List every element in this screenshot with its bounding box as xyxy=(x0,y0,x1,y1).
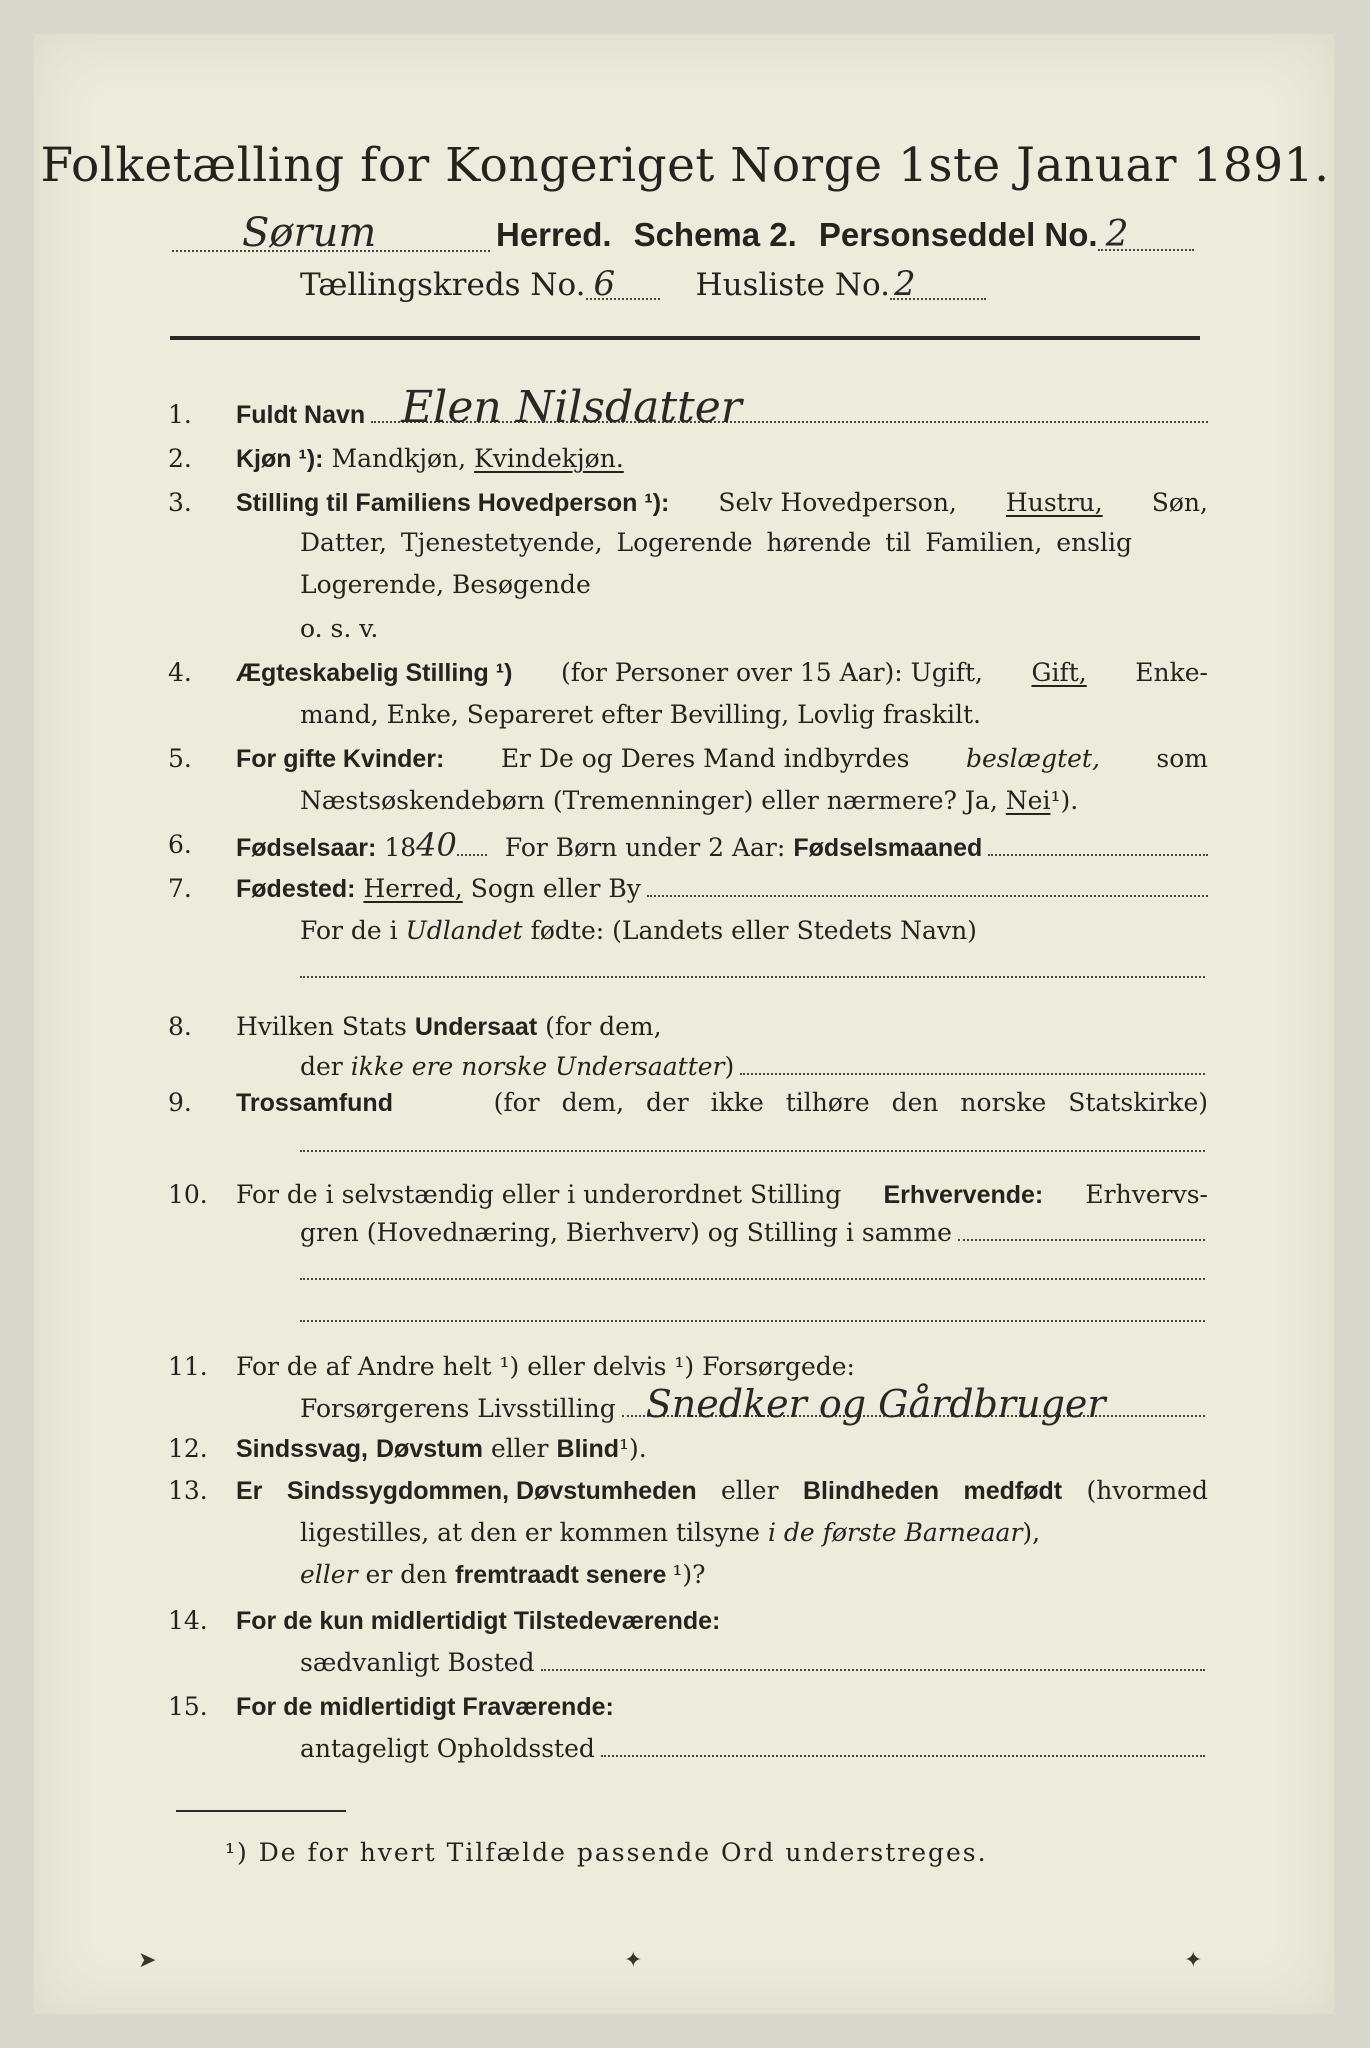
footnote-divider xyxy=(176,1810,346,1812)
birth-year-value: 40 xyxy=(416,826,457,864)
personseddel-number: 2 xyxy=(1105,214,1129,255)
herred-name-handwritten: Sørum xyxy=(242,210,377,256)
kreds-line xyxy=(300,264,986,304)
personseddel-label: Personseddel No. xyxy=(818,216,1098,253)
header-divider xyxy=(170,336,1200,340)
husliste-number: 2 xyxy=(893,264,916,304)
supporter-occupation-value: Snedker og Gårdbruger xyxy=(645,1382,1106,1426)
kreds-number: 6 xyxy=(593,264,616,304)
sex-selected-option: Kvindekjøn. xyxy=(474,444,624,473)
binding-mark-right: ✦ xyxy=(1184,1948,1203,1973)
full-name-value: Elen Nilsdatter xyxy=(401,382,742,433)
form-title: Folketælling for Kongeriget Norge 1ste Januar 1891. xyxy=(40,138,1330,193)
footnote: ¹) De for hvert Tilfælde passende Ord understreges. xyxy=(225,1838,988,1867)
herred-line xyxy=(172,210,1194,256)
full-name-label: Fuldt Navn xyxy=(236,401,366,429)
kinship-selected: Nei xyxy=(1005,786,1051,815)
binding-mark-left: ➤ xyxy=(138,1948,157,1973)
birthplace-selected: Herred, xyxy=(363,874,463,903)
family-position-selected: Hustru, xyxy=(1005,488,1103,517)
herred-label: Herred. xyxy=(496,216,612,253)
binding-mark-center: ✦ xyxy=(624,1948,643,1973)
marital-status-selected: Gift, xyxy=(1031,658,1087,687)
kreds-label: Tællingskreds No. xyxy=(300,267,586,303)
husliste-label: Husliste No. xyxy=(695,267,890,303)
schema-label: Schema 2. xyxy=(633,216,797,253)
